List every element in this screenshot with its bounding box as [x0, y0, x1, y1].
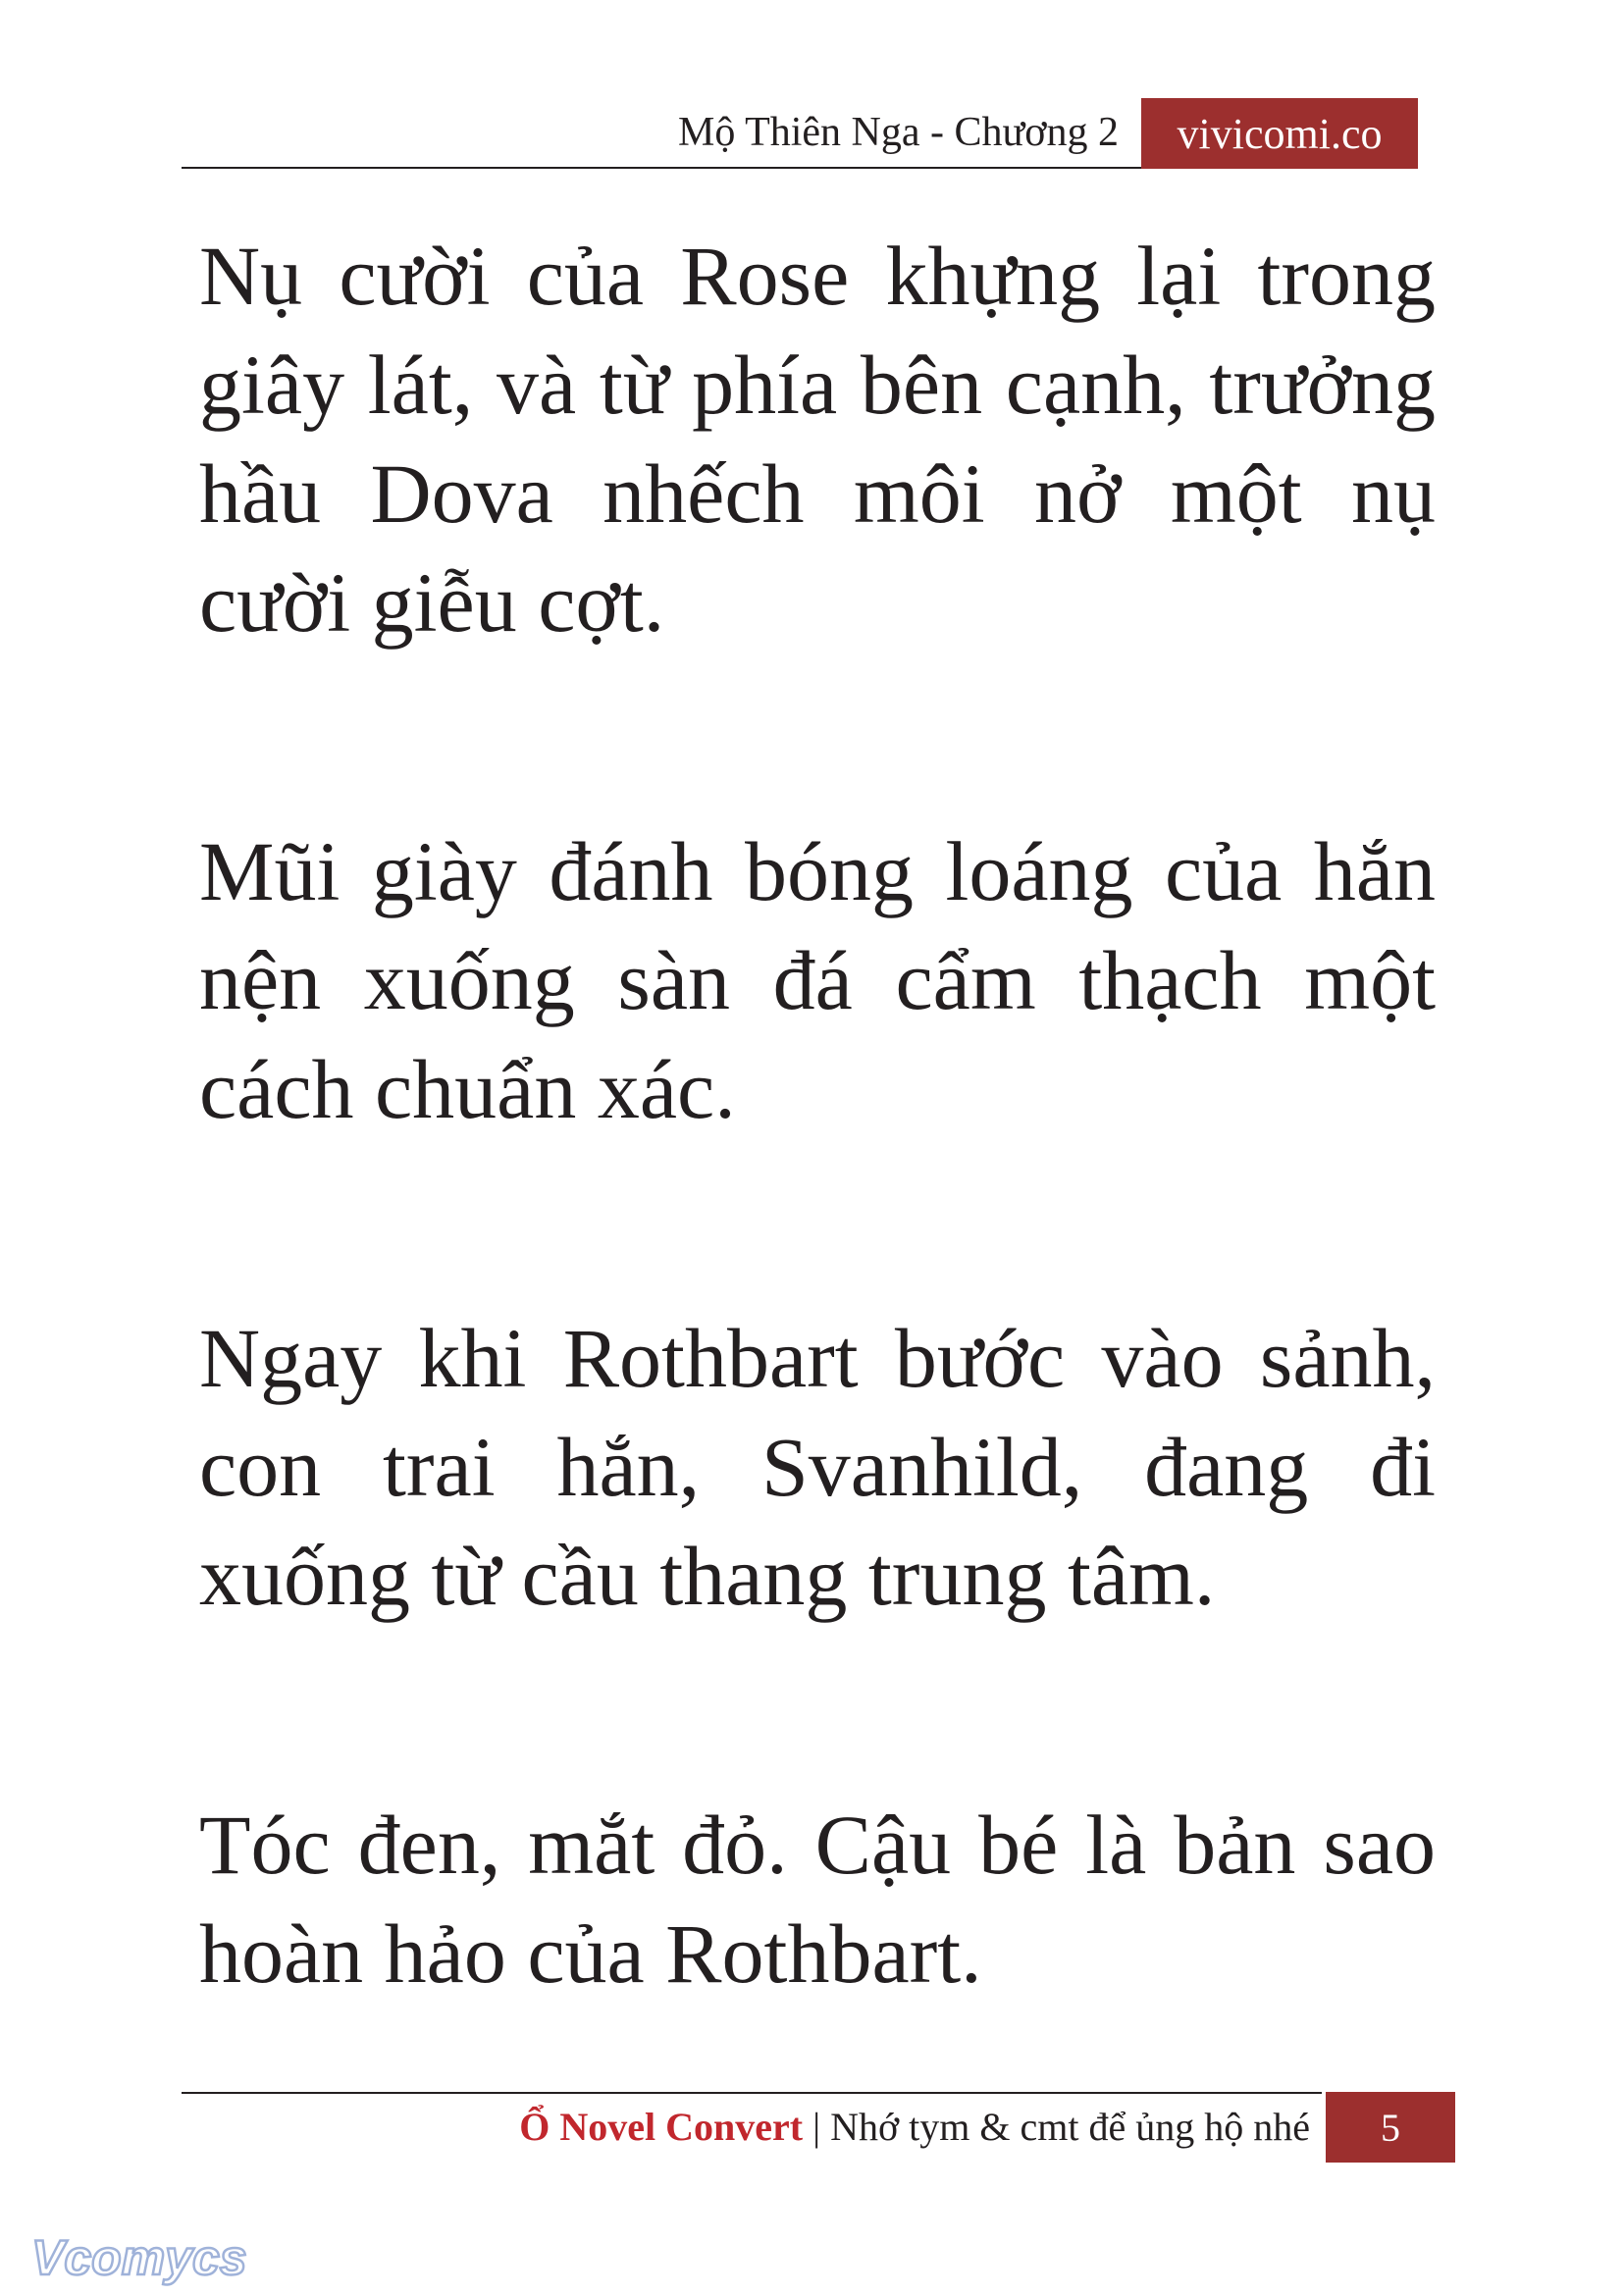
- paragraph: Mũi giày đánh bóng loáng của hắn nện xuống sàn đá cẩm thạch một cách chuẩn xác.: [199, 824, 1436, 1136]
- footer-brand[interactable]: Ổ Novel Convert: [519, 2105, 804, 2149]
- page-footer: [182, 2092, 1455, 2163]
- watermark-logo: [27, 2229, 263, 2288]
- chapter-title: Mộ Thiên Nga - Chương 2: [678, 110, 1119, 155]
- watermark-text: Vcomycs: [31, 2230, 247, 2285]
- footer-text: [519, 2106, 1310, 2149]
- site-badge[interactable]: vivicomi.co: [1141, 98, 1418, 169]
- watermark-logo-graphic: [27, 2229, 263, 2288]
- page-header: [182, 98, 1418, 169]
- chapter-body: [199, 222, 1436, 2008]
- footer-separator: |: [812, 2105, 821, 2149]
- paragraph: Ngay khi Rothbart bước vào sảnh, con trai hắn, Svanhild, đang đi xuống từ cầu thang trung tâm.: [199, 1311, 1436, 1623]
- page-number: 5: [1326, 2092, 1455, 2163]
- footer-rule: [182, 2092, 1322, 2094]
- paragraph: Tóc đen, mắt đỏ. Cậu bé là bản sao hoàn hảo của Rothbart.: [199, 1798, 1436, 2001]
- paragraph: Nụ cười của Rose khựng lại trong giây lát, và từ phía bên cạnh, trưởng hầu Dova nhếch môi nở một nụ cười giễu cợt.: [199, 229, 1436, 650]
- header-rule: [182, 167, 1143, 169]
- footer-message: Nhớ tym & cmt để ủng hộ nhé: [830, 2105, 1310, 2149]
